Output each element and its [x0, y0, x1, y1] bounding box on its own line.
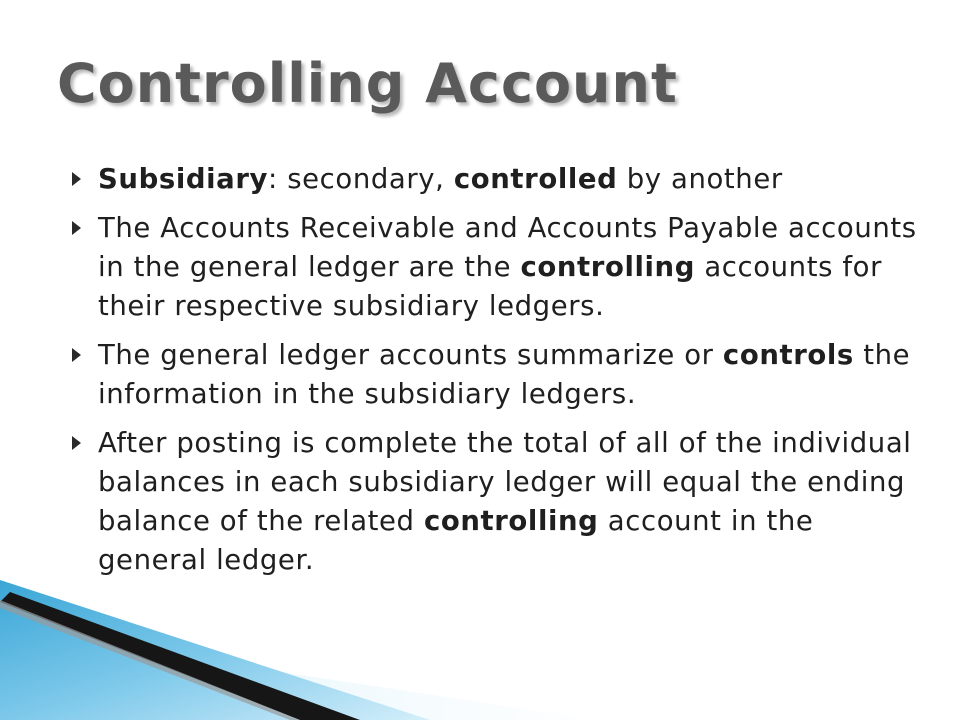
bullet-item	[68, 209, 928, 326]
bullet-text-part: controlled	[453, 163, 618, 195]
bullet-text-part: After posting is complete the total of all of the individual balances in each subsidiary ledger will equal the ending balance of the related	[98, 427, 912, 537]
bullet-text-part: accounts for their respective subsidiary ledgers.	[98, 251, 882, 322]
bullet-text-part: controlling	[520, 251, 695, 283]
bullet-text-part: Subsidiary	[98, 163, 269, 195]
bullet-text-part: The Accounts Receivable and Accounts Payable accounts in the general ledger are the	[98, 212, 917, 283]
swoosh-blue-band	[0, 580, 430, 720]
bullet-item	[68, 160, 928, 199]
bullet-text-part: account in the general ledger.	[98, 505, 814, 576]
bullet-item	[68, 424, 928, 580]
bullet-text-part: : secondary,	[268, 163, 454, 195]
bullet-item	[68, 336, 928, 414]
bullet-list	[68, 160, 928, 590]
slide-title: Controlling Account	[57, 52, 678, 115]
bullet-text-part: controls	[722, 339, 854, 371]
bullet-text-part: by another	[617, 163, 783, 195]
bullet-arrow-icon	[72, 436, 81, 450]
bullet-arrow-icon	[72, 348, 81, 362]
decorative-swoosh	[0, 580, 600, 720]
bullet-arrow-icon	[72, 172, 81, 186]
bullet-text-part: The general ledger accounts summarize or	[98, 339, 723, 371]
bullet-arrow-icon	[72, 221, 81, 235]
bullet-text-part: controlling	[423, 505, 599, 537]
bullet-text-part: the information in the subsidiary ledgers.	[98, 339, 911, 410]
